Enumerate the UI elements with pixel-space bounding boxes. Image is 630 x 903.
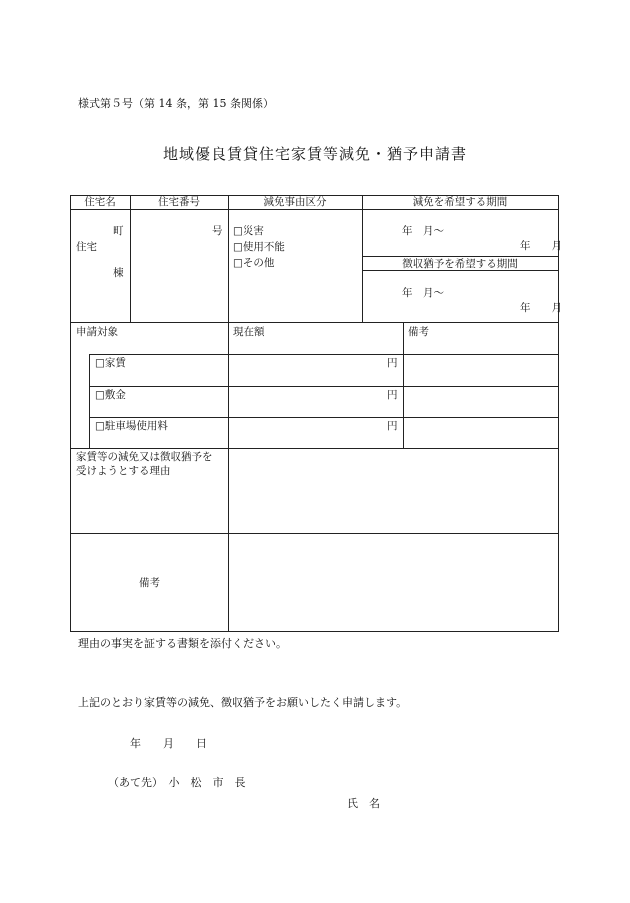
item-rent-checkbox[interactable]: □ 家賃 — [95, 358, 126, 369]
building-label: 棟 — [113, 267, 124, 279]
table-right-border — [558, 195, 559, 632]
applicant-name-label: 氏 名 — [347, 797, 380, 810]
bottom-remarks-label: 備考 — [139, 577, 160, 589]
attachment-note: 理由の事実を証する書類を添付ください。 — [78, 637, 287, 650]
desired-period-header: 減免を希望する期間 — [412, 196, 508, 208]
item-row-border — [89, 417, 559, 418]
reason-other-checkbox[interactable]: □ その他 — [233, 258, 274, 269]
reason-unusable-checkbox[interactable]: □ 使用不能 — [233, 242, 285, 253]
reason-section-bottom-border — [70, 533, 559, 534]
current-amount-label: 現在額 — [233, 326, 265, 338]
addressee: （あて先） 小 松 市 長 — [108, 776, 246, 789]
reason-disaster-checkbox[interactable]: □ 災害 — [233, 226, 264, 237]
form-number: 様式第５号（第 14 条，第 15 条関係） — [78, 97, 274, 110]
number-suffix: 号 — [212, 225, 223, 237]
item-row-border — [89, 386, 559, 387]
housing-name-header: 住宅名 — [84, 196, 116, 208]
item-row-border — [89, 354, 559, 355]
deferral-to: 年 月 — [520, 302, 562, 314]
item-rent-unit: 円 — [387, 357, 398, 369]
item-deposit-unit: 円 — [387, 389, 398, 401]
deferral-header-top-border — [362, 256, 559, 257]
housing-section-bottom-border — [70, 322, 559, 323]
application-statement: 上記のとおり家賃等の減免、徴収猶予をお願いしたく申請します。 — [78, 696, 408, 709]
town-label: 町 — [113, 225, 124, 237]
column-divider — [130, 195, 131, 323]
table-left-border — [70, 195, 71, 632]
column-divider — [228, 195, 229, 632]
deferral-header-bottom-border — [362, 270, 559, 271]
date-line: 年 月 日 — [130, 737, 207, 750]
reason-category-header: 減免事由区分 — [263, 196, 327, 208]
housing-number-header: 住宅番号 — [158, 196, 200, 208]
header-row-border — [70, 209, 559, 210]
item-parking-checkbox[interactable]: □ 駐車場使用料 — [95, 421, 168, 432]
applicable-items-label: 申請対象 — [76, 326, 118, 338]
reason-label-line1: 家賃等の減免又は徴収猶予を — [76, 451, 213, 463]
reason-label-line2: 受けようとする理由 — [76, 465, 171, 477]
period-from: 年 月～ — [402, 225, 444, 237]
item-indent-divider — [89, 354, 90, 449]
table-bottom-border — [70, 631, 559, 632]
deferral-from: 年 月～ — [402, 287, 444, 299]
housing-label: 住宅 — [76, 241, 97, 253]
item-parking-unit: 円 — [387, 420, 398, 432]
items-section-bottom-border — [70, 448, 559, 449]
column-divider — [403, 322, 404, 449]
deferral-period-header: 徴収猶予を希望する期間 — [402, 258, 518, 270]
period-to: 年 月 — [520, 240, 562, 252]
item-deposit-checkbox[interactable]: □ 敷金 — [95, 390, 126, 401]
remarks-label: 備考 — [408, 326, 429, 338]
form-title: 地域優良賃貸住宅家賃等減免・猶予申請書 — [162, 145, 467, 163]
